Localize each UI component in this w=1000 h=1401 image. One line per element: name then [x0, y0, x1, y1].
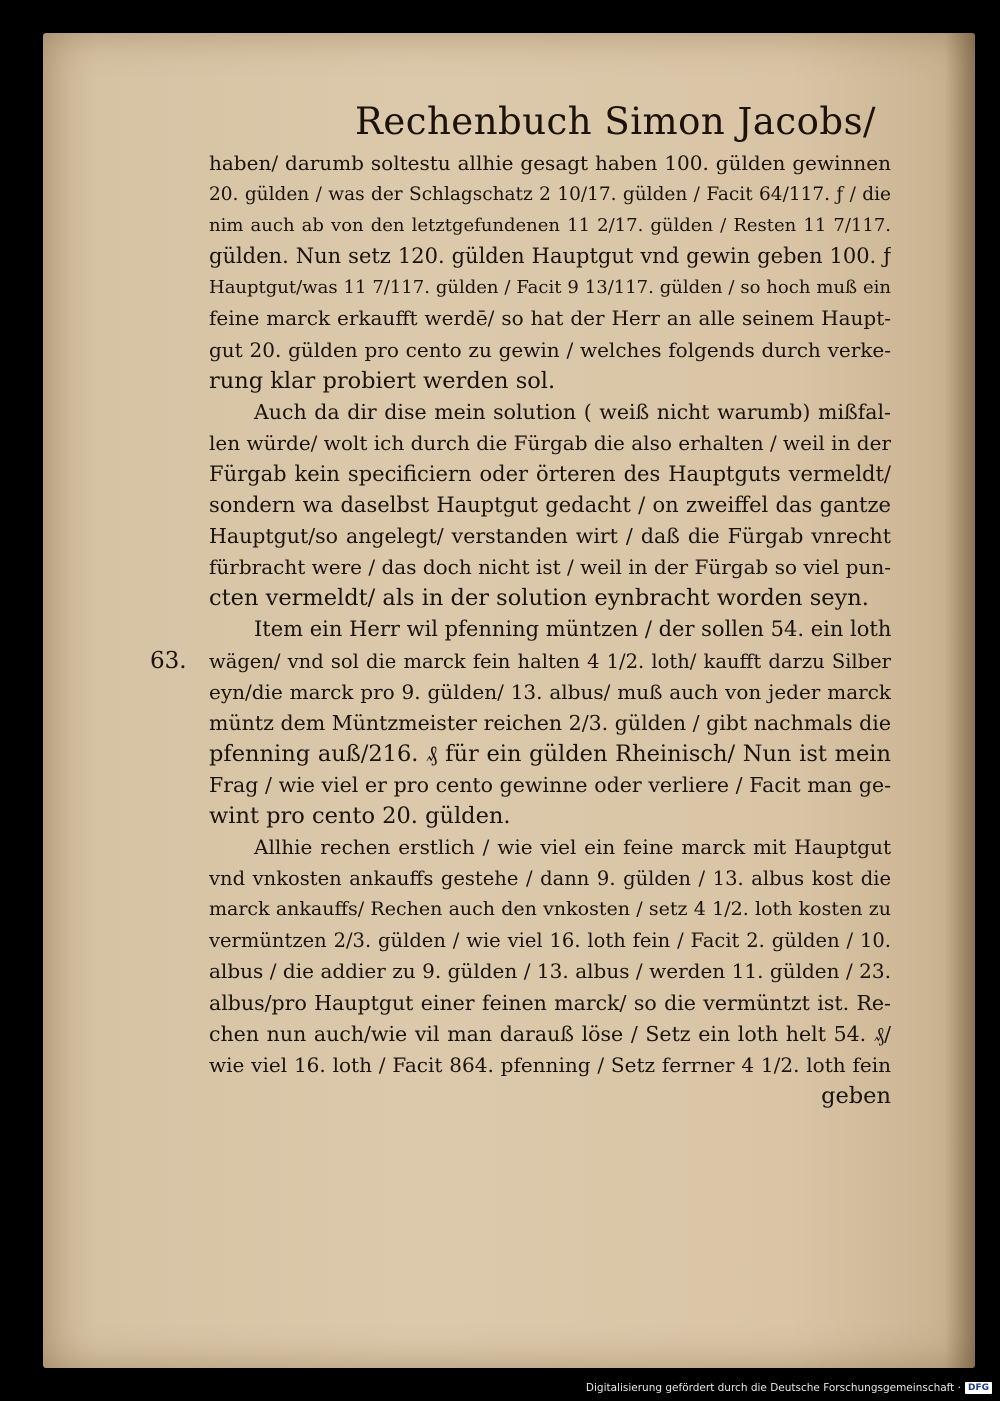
text-line: wint pro cento 20. gülden.	[209, 802, 511, 829]
text-line: vnd vnkosten ankauffs gestehe / dann 9. gülden / 13. albus kost die	[209, 867, 891, 891]
text-line: sondern wa daselbst Hauptgut gedacht / on zweiffel das gantze	[209, 493, 891, 518]
text-line: haben/ darumb soltestu allhie gesagt haben 100. gülden gewinnen	[209, 151, 891, 175]
text-line: Hauptgut/so angelegt/ verstanden wirt / daß die Fürgab vnrecht	[209, 524, 891, 549]
text-line: eyn/die marck pro 9. gülden/ 13. albus/ muß auch von jeder marck	[209, 679, 891, 704]
text-line: Fürgab kein specificiern oder örteren des Hauptguts vermeldt/	[209, 461, 891, 486]
text-line: feine marck erkaufft werdē/ so hat der Herr an alle seinem Haupt-	[209, 306, 891, 331]
text-line: rung klar probiert werden sol.	[209, 367, 556, 394]
text-line: müntz dem Müntzmeister reichen 2/3. gülden / gibt nachmals die	[209, 710, 891, 735]
text-line: pfenning auß/216. ₰ für ein gülden Rheinisch/ Nun ist mein	[209, 740, 891, 767]
text-line: Auch da dir dise mein solution ( weiß nicht warumb) mißfal-	[254, 399, 891, 424]
body-text	[209, 148, 891, 1112]
text-line: gülden. Nun setz 120. gülden Hauptgut vnd gewin geben 100. ƒ	[209, 244, 891, 269]
text-line: fürbracht were / das doch nicht ist / weil in der Fürgab so viel pun-	[209, 555, 891, 580]
text-line: wie viel 16. loth / Facit 864. pfenning / Setz ferrner 4 1/2. loth fein	[209, 1052, 891, 1077]
catchword: geben	[821, 1082, 891, 1109]
text-line: albus/pro Hauptgut einer feinen marck/ so die vermüntzt ist. Re-	[209, 990, 891, 1015]
text-line: Allhie rechen erstlich / wie viel ein feine marck mit Hauptgut	[254, 835, 891, 860]
text-line: len würde/ wolt ich durch die Fürgab die also erhalten / weil in der	[209, 430, 891, 455]
text-line: Item ein Herr wil pfenning müntzen / der sollen 54. ein loth	[254, 617, 891, 642]
text-line: vermüntzen 2/3. gülden / wie viel 16. loth fein / Facit 2. gülden / 10.	[209, 929, 891, 953]
text-line: albus / die addier zu 9. gülden / 13. albus / werden 11. gülden / 23.	[209, 959, 891, 984]
dfg-logo: DFG	[965, 1382, 992, 1394]
text-line: Frag / wie viel er pro cento gewinne oder verliere / Facit man ge-	[209, 772, 891, 797]
digitization-credit	[586, 1382, 992, 1394]
text-line: chen nun auch/wie vil man darauß löse / Setz ein loth helt 54. ₰/	[209, 1021, 891, 1046]
text-line: Hauptgut/was 11 7/117. gülden / Facit 9 13/117. gülden / so hoch muß ein	[209, 277, 891, 299]
text-line: marck ankauffs/ Rechen auch den vnkosten / setz 4 1/2. loth kosten zu	[209, 898, 891, 921]
problem-number: 63.	[150, 648, 187, 674]
text-line: cten vermeldt/ als in der solution eynbracht worden seyn.	[209, 585, 869, 612]
text-line: gut 20. gülden pro cento zu gewin / welches folgends durch verke-	[209, 337, 891, 362]
text-line: 20. gülden / was der Schlagschatz 2 10/17. gülden / Facit 64/117. ƒ / die	[209, 184, 891, 206]
running-title: Rechenbuch Simon Jacobs/	[355, 100, 877, 143]
credit-text: Digitalisierung gefördert durch die Deutsche Forschungsgemeinschaft ·	[585, 1382, 961, 1394]
text-line: nim auch ab von den letztgefundenen 11 2/17. gülden / Resten 11 7/117.	[209, 215, 891, 237]
text-line: wägen/ vnd sol die marck fein halten 4 1/2. loth/ kaufft darzu Silber	[209, 649, 891, 673]
